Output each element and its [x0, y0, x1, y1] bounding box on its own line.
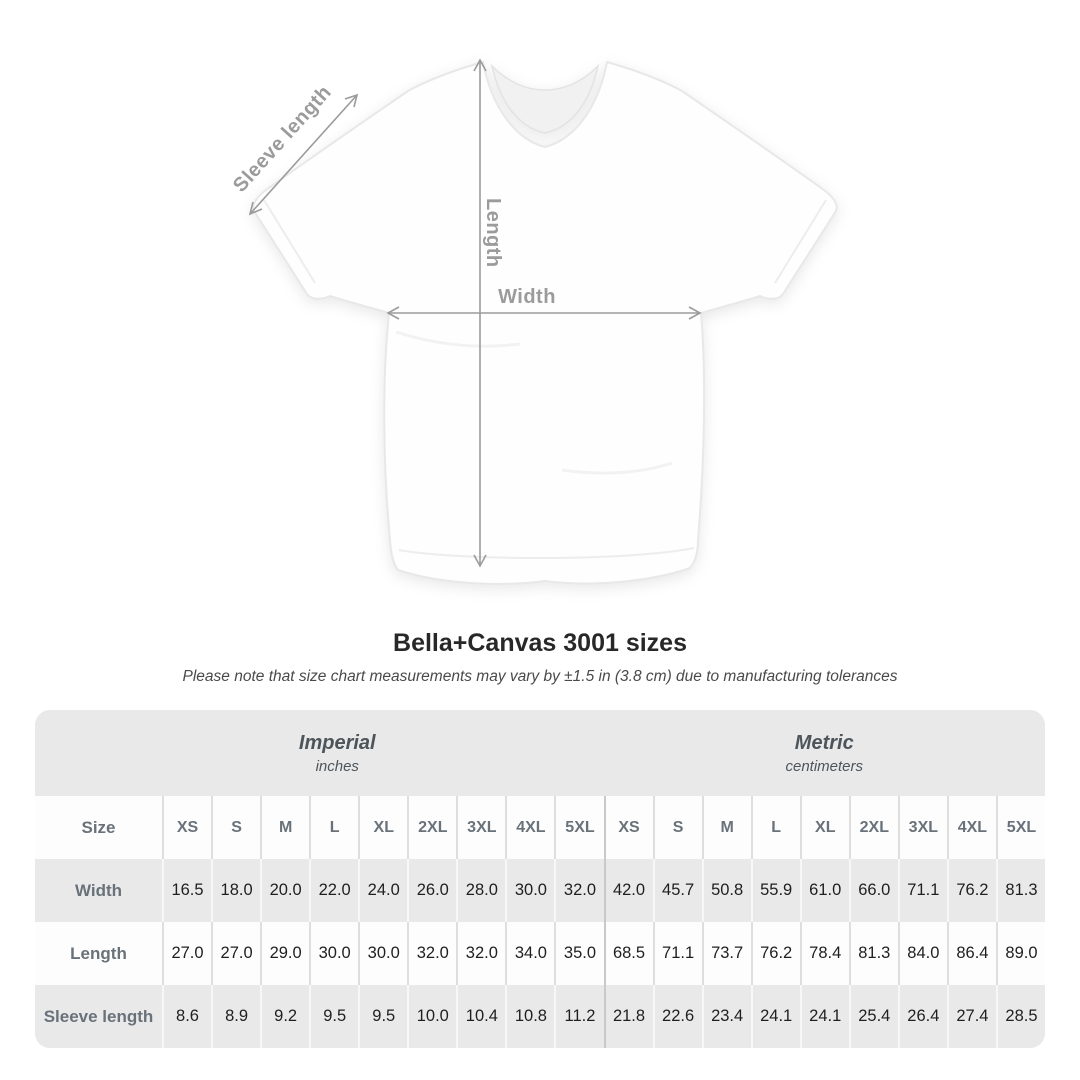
- row-label-sleeve-length: Sleeve length: [35, 985, 162, 1048]
- cell-sleeve-length-metric: 27.4: [947, 985, 996, 1048]
- cell-width-imperial: 18.0: [211, 859, 260, 922]
- cell-length-metric: 84.0: [898, 922, 947, 985]
- cell-width-imperial: 32.0: [554, 859, 603, 922]
- cell-length-imperial: 30.0: [358, 922, 407, 985]
- row-label-length: Length: [35, 922, 162, 985]
- width-label: Width: [498, 286, 556, 308]
- cell-length-metric: 86.4: [947, 922, 996, 985]
- page-title: Bella+Canvas 3001 sizes: [393, 629, 687, 657]
- cell-length-imperial: 30.0: [309, 922, 358, 985]
- cell-width-imperial: 26.0: [407, 859, 456, 922]
- cell-width-imperial: 20.0: [260, 859, 309, 922]
- size-header-imperial-xl: XL: [358, 796, 407, 859]
- cell-width-metric: 42.0: [604, 859, 653, 922]
- size-header-imperial-4xl: 4XL: [505, 796, 554, 859]
- imperial-group-header: [35, 710, 604, 796]
- cell-length-imperial: 35.0: [554, 922, 603, 985]
- cell-sleeve-length-metric: 23.4: [702, 985, 751, 1048]
- size-header-metric-l: L: [751, 796, 800, 859]
- tshirt-body: [253, 62, 836, 584]
- cell-width-metric: 71.1: [898, 859, 947, 922]
- size-table-container: [35, 710, 1045, 1048]
- cell-sleeve-length-metric: 24.1: [751, 985, 800, 1048]
- length-label: Length: [482, 198, 504, 268]
- cell-width-imperial: 30.0: [505, 859, 554, 922]
- imperial-group-label: Imperial: [298, 731, 376, 754]
- cell-sleeve-length-imperial: 10.8: [505, 985, 554, 1048]
- cell-sleeve-length-imperial: 8.6: [162, 985, 211, 1048]
- size-header-imperial-s: S: [211, 796, 260, 859]
- cell-length-metric: 78.4: [800, 922, 849, 985]
- sleeve-length-label: Sleeve length: [229, 81, 337, 197]
- cell-width-metric: 76.2: [947, 859, 996, 922]
- cell-sleeve-length-imperial: 9.5: [309, 985, 358, 1048]
- size-table: [35, 710, 1045, 1048]
- metric-group-unit: centimeters: [785, 757, 864, 775]
- cell-width-metric: 45.7: [653, 859, 702, 922]
- size-row-header: Size: [35, 796, 162, 859]
- cell-width-imperial: 22.0: [309, 859, 358, 922]
- size-header-imperial-m: M: [260, 796, 309, 859]
- size-header-metric-5xl: 5XL: [996, 796, 1045, 859]
- size-header-imperial-2xl: 2XL: [407, 796, 456, 859]
- size-header-imperial-3xl: 3XL: [456, 796, 505, 859]
- row-label-width: Width: [35, 859, 162, 922]
- cell-width-metric: 55.9: [751, 859, 800, 922]
- metric-group-header: [604, 710, 1046, 796]
- metric-group-label: Metric: [794, 731, 854, 754]
- cell-width-imperial: 24.0: [358, 859, 407, 922]
- cell-width-metric: 81.3: [996, 859, 1045, 922]
- cell-width-metric: 66.0: [849, 859, 898, 922]
- cell-length-imperial: 29.0: [260, 922, 309, 985]
- cell-sleeve-length-metric: 26.4: [898, 985, 947, 1048]
- tolerance-note: Please note that size chart measurements may vary by ±1.5 in (3.8 cm) due to manufacturing tolerances: [182, 668, 898, 685]
- cell-sleeve-length-imperial: 10.4: [456, 985, 505, 1048]
- cell-length-imperial: 32.0: [456, 922, 505, 985]
- cell-sleeve-length-imperial: 8.9: [211, 985, 260, 1048]
- cell-length-metric: 89.0: [996, 922, 1045, 985]
- size-header-imperial-l: L: [309, 796, 358, 859]
- cell-length-metric: 71.1: [653, 922, 702, 985]
- cell-length-metric: 73.7: [702, 922, 751, 985]
- cell-sleeve-length-metric: 22.6: [653, 985, 702, 1048]
- cell-sleeve-length-metric: 28.5: [996, 985, 1045, 1048]
- cell-length-imperial: 34.0: [505, 922, 554, 985]
- cell-length-metric: 81.3: [849, 922, 898, 985]
- cell-sleeve-length-imperial: 11.2: [554, 985, 603, 1048]
- imperial-group-unit: inches: [315, 757, 359, 775]
- tshirt-illustration: [253, 62, 836, 584]
- cell-length-imperial: 27.0: [162, 922, 211, 985]
- cell-sleeve-length-imperial: 9.5: [358, 985, 407, 1048]
- size-header-metric-s: S: [653, 796, 702, 859]
- cell-width-imperial: 16.5: [162, 859, 211, 922]
- size-header-metric-2xl: 2XL: [849, 796, 898, 859]
- cell-width-imperial: 28.0: [456, 859, 505, 922]
- size-header-metric-4xl: 4XL: [947, 796, 996, 859]
- size-header-imperial-5xl: 5XL: [554, 796, 603, 859]
- size-header-metric-m: M: [702, 796, 751, 859]
- cell-width-metric: 61.0: [800, 859, 849, 922]
- cell-sleeve-length-imperial: 10.0: [407, 985, 456, 1048]
- cell-width-metric: 50.8: [702, 859, 751, 922]
- size-header-metric-xl: XL: [800, 796, 849, 859]
- cell-length-metric: 68.5: [604, 922, 653, 985]
- cell-length-imperial: 27.0: [211, 922, 260, 985]
- cell-length-metric: 76.2: [751, 922, 800, 985]
- cell-sleeve-length-metric: 25.4: [849, 985, 898, 1048]
- cell-length-imperial: 32.0: [407, 922, 456, 985]
- cell-sleeve-length-metric: 21.8: [604, 985, 653, 1048]
- size-header-metric-3xl: 3XL: [898, 796, 947, 859]
- cell-sleeve-length-imperial: 9.2: [260, 985, 309, 1048]
- size-header-metric-xs: XS: [604, 796, 653, 859]
- cell-sleeve-length-metric: 24.1: [800, 985, 849, 1048]
- size-header-imperial-xs: XS: [162, 796, 211, 859]
